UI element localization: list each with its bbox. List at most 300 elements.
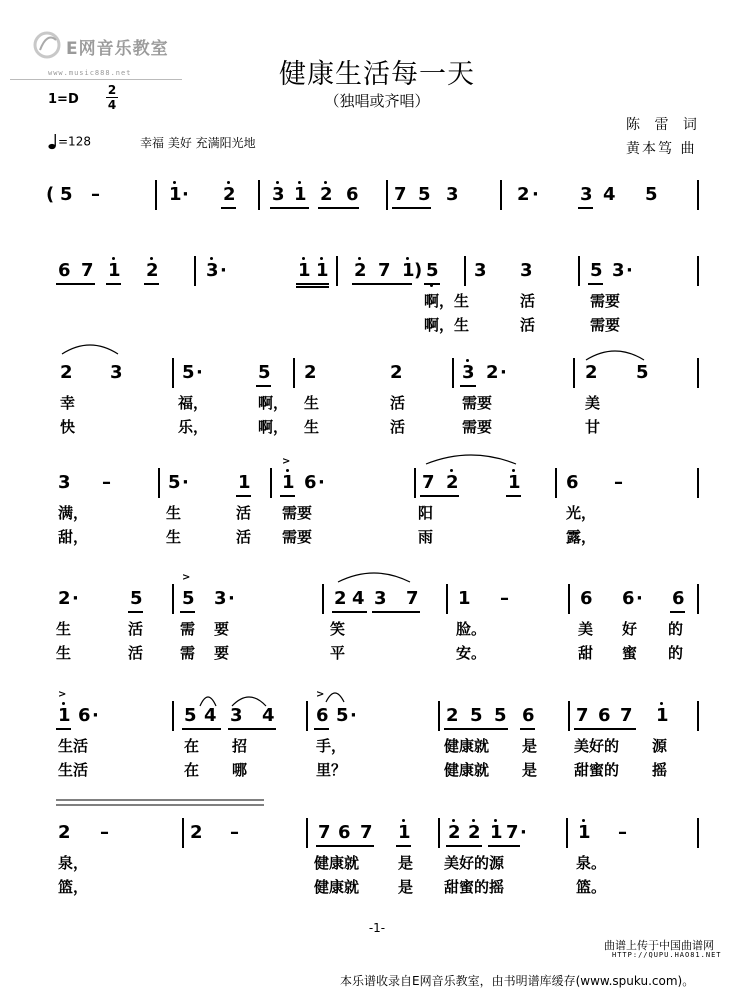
jianpu-note: 1 [282, 472, 295, 493]
bar-line [155, 180, 157, 210]
jianpu-note: – [102, 472, 111, 493]
jianpu-note: 6 [316, 705, 329, 726]
bar-line [697, 818, 699, 848]
meter-bottom: 4 [107, 98, 117, 112]
jianpu-note: 2 [446, 705, 459, 726]
jianpu-note: 3 [58, 472, 71, 493]
lyric-text: 啊，生 [424, 292, 470, 310]
duration-underline [446, 845, 482, 847]
lyric-text: 啊，生 [424, 316, 470, 334]
jianpu-note: 2 [146, 260, 159, 281]
accent-mark: > [282, 456, 291, 467]
song-title: 健康生活每一天 [279, 59, 475, 90]
jianpu-note: 2 [58, 588, 71, 609]
jianpu-note: 7 [318, 822, 331, 843]
duration-underline [392, 207, 431, 209]
jianpu-note: 2 [334, 588, 347, 609]
jianpu-note: 1 [169, 184, 182, 205]
duration-underline [314, 728, 329, 730]
duration-underline [228, 728, 276, 730]
duration-underline [578, 207, 593, 209]
lyric-text: 甘 [585, 418, 601, 436]
jianpu-note: · [182, 184, 189, 205]
jianpu-note: 2 [468, 822, 481, 843]
octave-dot-above [210, 257, 213, 260]
duration-underline [372, 611, 420, 613]
lyric-text: 生 [304, 394, 320, 412]
bar-line [697, 701, 699, 731]
duration-underline [424, 283, 440, 285]
jianpu-note: · [92, 705, 99, 726]
jianpu-note: 6 [338, 822, 351, 843]
jianpu-note: 6 [566, 472, 579, 493]
jianpu-note: – [614, 472, 623, 493]
lyric-text: 活 [390, 394, 406, 412]
lyric-text: 摇 [652, 761, 668, 779]
accent-mark: > [316, 689, 325, 700]
jianpu-note: 1 [458, 588, 471, 609]
jianpu-note: 2 [58, 822, 71, 843]
lyric-text: 需要 [590, 316, 621, 334]
lyric-text: 笑 [330, 620, 346, 638]
lyric-text: 安。 [456, 644, 487, 662]
lyric-text: 美好的源 [444, 854, 505, 872]
bar-line [568, 701, 570, 731]
octave-dot-above [402, 819, 405, 822]
duration-underline [316, 845, 374, 847]
jianpu-note: 3 [230, 705, 243, 726]
duration-underline [270, 207, 309, 209]
lyric-text: 生 [166, 528, 182, 546]
bar-line [194, 256, 196, 286]
jianpu-note: 7 [620, 705, 633, 726]
jianpu-note: 3 [446, 184, 459, 205]
lyric-text: 是 [398, 854, 414, 872]
lyric-text: 生 [56, 644, 72, 662]
bar-line [578, 256, 580, 286]
duration-underline [506, 495, 521, 497]
jianpu-note: · [520, 822, 527, 843]
jianpu-note: 1 [238, 472, 251, 493]
duration-underline [256, 385, 271, 387]
lyric-text: 生 [166, 504, 182, 522]
lyric-text: 甜， [58, 528, 89, 546]
lyric-text: 乐， [178, 418, 209, 436]
lyric-text: 幸 [60, 394, 76, 412]
lyric-text: 篮， [58, 878, 89, 896]
jianpu-note: · [220, 260, 227, 281]
lyric-text: 需要 [590, 292, 621, 310]
lyric-text: 活 [128, 620, 144, 638]
lyric-text: 手， [316, 737, 347, 755]
jianpu-note: 3 [110, 362, 123, 383]
lyric-text: 健康就 [444, 737, 490, 755]
octave-dot-above [302, 257, 305, 260]
bar-line [386, 180, 388, 210]
lyric-text: 蜜 [622, 644, 638, 662]
page-number: -1- [368, 921, 386, 935]
lyric-text: 平 [330, 644, 346, 662]
bar-line [464, 256, 466, 286]
lyric-text: 需要 [282, 528, 313, 546]
duration-underline [574, 728, 636, 730]
bar-line [438, 818, 440, 848]
octave-dot-above [150, 257, 153, 260]
bar-line [322, 584, 324, 614]
jianpu-note: 2 [446, 472, 459, 493]
octave-dot-above [466, 359, 469, 362]
jianpu-note: 7 [360, 822, 373, 843]
lyric-text: 需要 [462, 394, 493, 412]
lyric-text: 活 [520, 292, 536, 310]
lyric-text: 需 [180, 620, 196, 638]
duration-underline [180, 611, 195, 613]
lyric-text: 需 [180, 644, 196, 662]
lyric-text: 需要 [462, 418, 493, 436]
lyric-text: 健康就 [314, 854, 360, 872]
jianpu-note: 7 [394, 184, 407, 205]
lyric-text: 雨 [418, 528, 434, 546]
jianpu-note: 2 [390, 362, 403, 383]
logo-url: www.music888.net [48, 69, 132, 77]
upload-credit: 曲谱上传于中国曲谱网 [604, 939, 714, 952]
bar-line [258, 180, 260, 210]
jianpu-note: 7 [506, 822, 519, 843]
jianpu-note: 5 [60, 184, 73, 205]
duration-underline [106, 283, 121, 285]
bar-line [697, 256, 699, 286]
bar-line [306, 701, 308, 731]
jianpu-note: 1 [578, 822, 591, 843]
lyric-text: 要 [214, 644, 230, 662]
bar-line [438, 701, 440, 731]
jianpu-note: 1 [108, 260, 121, 281]
song-subtitle: （独唱或齐唱） [324, 92, 430, 110]
octave-dot-above [298, 181, 301, 184]
jianpu-note: 6 [346, 184, 359, 205]
lyric-text: 是 [522, 737, 538, 755]
lyric-text: 活 [520, 316, 536, 334]
bar-line [293, 358, 295, 388]
lyric-text: 脸。 [456, 620, 487, 638]
jianpu-note: 3 [474, 260, 487, 281]
jianpu-note: – [230, 822, 239, 843]
expression-marking: 幸福 美好 充满阳光地 [140, 136, 256, 150]
jianpu-note: 1 [398, 822, 411, 843]
jianpu-note: 7 [422, 472, 435, 493]
slur [586, 351, 644, 360]
lyric-text: 露， [566, 528, 597, 546]
jianpu-note: 5 [168, 472, 181, 493]
jianpu-note: · [636, 588, 643, 609]
lyric-text: 美 [585, 394, 601, 412]
lyric-text: 美好的 [574, 737, 620, 755]
slur [338, 573, 410, 582]
jianpu-note: 2 [354, 260, 367, 281]
upload-url: HTTP://QUPU.HAO81.NET [612, 951, 722, 959]
octave-dot-above [452, 819, 455, 822]
jianpu-note: 5 [636, 362, 649, 383]
jianpu-note: · [500, 362, 507, 383]
lyric-text: 需要 [282, 504, 313, 522]
jianpu-note: ) [414, 260, 423, 281]
jianpu-note: 4 [204, 705, 217, 726]
octave-dot-above [582, 819, 585, 822]
jianpu-note: 2 [320, 184, 333, 205]
octave-dot-above [276, 181, 279, 184]
octave-dot-above [173, 181, 176, 184]
jianpu-note: 4 [603, 184, 616, 205]
bar-line [697, 584, 699, 614]
lyric-text: 的 [668, 644, 684, 662]
jianpu-note: 4 [352, 588, 365, 609]
source-credit: 本乐谱收录自E网音乐教室，由书明谱库缓存(www.spuku.com)。 [340, 974, 695, 988]
lyric-text: 活 [236, 528, 252, 546]
composer-credit: 黄本笃 曲 [626, 141, 697, 157]
jianpu-note: 5 [470, 705, 483, 726]
lyric-text: 篮。 [576, 878, 607, 896]
jianpu-note: 1 [294, 184, 307, 205]
lyric-text: 阳 [418, 504, 434, 522]
jianpu-note: 1 [656, 705, 669, 726]
octave-dot-above [227, 181, 230, 184]
bar-line [697, 468, 699, 498]
duration-underline [670, 611, 685, 613]
jianpu-note: 7 [406, 588, 419, 609]
jianpu-note: 6 [304, 472, 317, 493]
jianpu-note: 1 [316, 260, 329, 281]
jianpu-note: 3 [520, 260, 533, 281]
octave-dot-above [320, 257, 323, 260]
jianpu-note: 5 [182, 588, 195, 609]
lyric-text: 生 [304, 418, 320, 436]
duration-underline [296, 286, 329, 288]
jianpu-note: 2 [517, 184, 530, 205]
lyric-text: 生活 [58, 761, 89, 779]
duration-underline [144, 283, 159, 285]
lyric-text: 活 [390, 418, 406, 436]
duration-underline [396, 845, 411, 847]
lyric-text: 在 [184, 737, 200, 755]
lyric-text: 生活 [58, 737, 89, 755]
jianpu-note: – [91, 184, 100, 205]
jianpu-note: – [500, 588, 509, 609]
jianpu-note: · [532, 184, 539, 205]
jianpu-note: 5 [184, 705, 197, 726]
slur [62, 345, 118, 354]
duration-underline [444, 728, 508, 730]
jianpu-note: 2 [585, 362, 598, 383]
lyric-text: 是 [522, 761, 538, 779]
bar-line [568, 584, 570, 614]
jianpu-note: · [196, 362, 203, 383]
lyric-text: 快 [60, 418, 76, 436]
jianpu-note: 6 [622, 588, 635, 609]
bar-line [414, 468, 416, 498]
duration-underline [460, 385, 476, 387]
lyric-text: 福， [178, 394, 209, 412]
duration-underline [236, 495, 251, 497]
jianpu-note: 2 [304, 362, 317, 383]
octave-dot-above [494, 819, 497, 822]
lyric-text: 在 [184, 761, 200, 779]
bar-line [158, 468, 160, 498]
accent-mark: > [58, 689, 67, 700]
jianpu-note: 6 [522, 705, 535, 726]
jianpu-note: 5 [418, 184, 431, 205]
lyric-text: 的 [668, 620, 684, 638]
lyric-text: 满， [58, 504, 89, 522]
duration-underline [352, 283, 412, 285]
jianpu-note: 3 [374, 588, 387, 609]
octave-dot-above [286, 469, 289, 472]
jianpu-note: 1 [490, 822, 503, 843]
octave-dot-above [112, 257, 115, 260]
duration-underline [296, 283, 329, 285]
octave-dot-above [472, 819, 475, 822]
jianpu-note: 7 [81, 260, 94, 281]
duration-underline [488, 845, 520, 847]
jianpu-note: 3 [206, 260, 219, 281]
duration-underline [221, 207, 236, 209]
lyric-text: 甜蜜的摇 [444, 878, 505, 896]
jianpu-note: 2 [486, 362, 499, 383]
jianpu-note: 2 [223, 184, 236, 205]
lyric-text: 泉。 [576, 854, 607, 872]
jianpu-note: 5 [336, 705, 349, 726]
jianpu-note: 3 [462, 362, 475, 383]
lyric-text: 光， [566, 504, 597, 522]
lyric-text: 里？ [316, 761, 347, 779]
lyric-text: 招 [232, 737, 248, 755]
bar-line [555, 468, 557, 498]
bar-line [446, 584, 448, 614]
duration-underline [520, 728, 535, 730]
jianpu-note: – [618, 822, 627, 843]
jianpu-note: 1 [298, 260, 311, 281]
jianpu-note: · [182, 472, 189, 493]
jianpu-note: 6 [78, 705, 91, 726]
lyric-text: 啊， [258, 394, 289, 412]
duration-underline [280, 495, 295, 497]
lyric-text: 啊， [258, 418, 289, 436]
lyric-text: 健康就 [314, 878, 360, 896]
lyric-text: 活 [236, 504, 252, 522]
jianpu-note: 5 [426, 260, 439, 281]
lyric-text: 是 [398, 878, 414, 896]
lyric-text: 源 [652, 737, 668, 755]
bar-line [182, 818, 184, 848]
bar-line [172, 584, 174, 614]
jianpu-note: 3 [580, 184, 593, 205]
jianpu-note: 3 [272, 184, 285, 205]
duration-underline [588, 283, 603, 285]
duration-underline [56, 283, 95, 285]
lyric-text: 好 [622, 620, 638, 638]
key-signature: 1=D [48, 92, 79, 107]
jianpu-note: 3 [612, 260, 625, 281]
jianpu-note: · [626, 260, 633, 281]
bar-line [452, 358, 454, 388]
meter-top: 2 [107, 83, 117, 97]
accent-mark: > [182, 572, 191, 583]
bar-line [172, 701, 174, 731]
lyric-text: 哪 [232, 761, 248, 779]
jianpu-note: 6 [672, 588, 685, 609]
jianpu-note: 6 [598, 705, 611, 726]
octave-dot-above [406, 257, 409, 260]
duration-underline [56, 728, 71, 730]
jianpu-note: 5 [590, 260, 603, 281]
lyric-text: 生 [56, 620, 72, 638]
jianpu-note: 6 [580, 588, 593, 609]
jianpu-note: 7 [576, 705, 589, 726]
jianpu-note: 1 [58, 705, 71, 726]
octave-dot-above [660, 702, 663, 705]
jianpu-note: 2 [190, 822, 203, 843]
lyric-text: 要 [214, 620, 230, 638]
jianpu-note: · [318, 472, 325, 493]
lyric-text: 美 [578, 620, 594, 638]
octave-dot-above [512, 469, 515, 472]
jianpu-note: 5 [494, 705, 507, 726]
duration-underline [332, 611, 367, 613]
logo-text: E网音乐教室 [66, 39, 169, 59]
duration-underline [182, 728, 221, 730]
jianpu-note: 5 [645, 184, 658, 205]
jianpu-note: · [72, 588, 79, 609]
jianpu-note: 4 [262, 705, 275, 726]
duration-underline [420, 495, 459, 497]
duration-underline [128, 611, 143, 613]
bar-line [172, 358, 174, 388]
octave-dot-above [358, 257, 361, 260]
lyric-text: 甜蜜的 [574, 761, 620, 779]
bar-line [270, 468, 272, 498]
jianpu-note: – [100, 822, 109, 843]
duration-underline [318, 207, 359, 209]
slur [426, 455, 516, 464]
bar-line [566, 818, 568, 848]
tempo-value: =128 [58, 134, 91, 149]
octave-dot-above [62, 702, 65, 705]
jianpu-note: 2 [448, 822, 461, 843]
bar-line [306, 818, 308, 848]
bar-line [336, 256, 338, 286]
jianpu-note: 3 [214, 588, 227, 609]
lyric-text: 甜 [578, 644, 594, 662]
lyricist-credit: 陈 雷 词 [626, 117, 702, 133]
jianpu-note: 2 [60, 362, 73, 383]
bar-line [697, 180, 699, 210]
jianpu-note: ( [46, 184, 55, 205]
jianpu-note: 5 [130, 588, 143, 609]
bar-line [500, 180, 502, 210]
slur [326, 693, 344, 702]
octave-dot-above [450, 469, 453, 472]
jianpu-note: 6 [58, 260, 71, 281]
bar-line [573, 358, 575, 388]
jianpu-note: · [228, 588, 235, 609]
jianpu-note: 7 [378, 260, 391, 281]
jianpu-note: 5 [258, 362, 271, 383]
jianpu-note: 1 [402, 260, 415, 281]
jianpu-note: 1 [508, 472, 521, 493]
jianpu-note: 5 [182, 362, 195, 383]
jianpu-note: · [350, 705, 357, 726]
octave-dot-above [324, 181, 327, 184]
bar-line [697, 358, 699, 388]
